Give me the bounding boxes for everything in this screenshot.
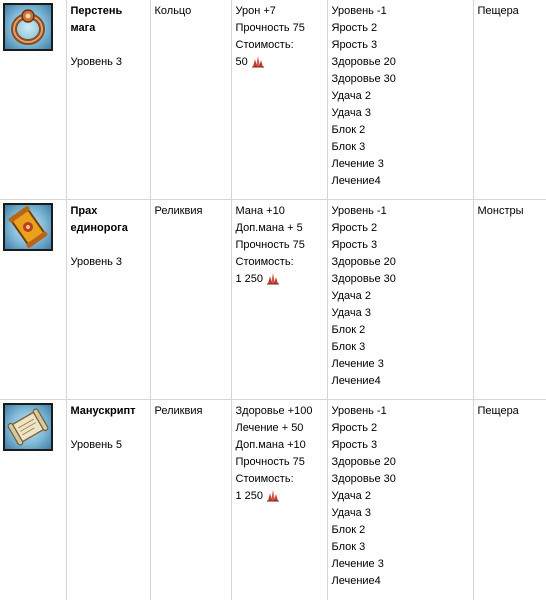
stat-line: Лечение + 50 [236,420,323,437]
item-level: Уровень 3 [71,54,146,71]
type-cell [150,200,231,400]
stat-line: Прочность 75 [236,454,323,471]
relic-icon [3,203,53,251]
effect-line: Блок 2 [332,122,469,139]
effect-line: Лечение 3 [332,156,469,173]
effects-cell [327,0,473,200]
effect-line: Блок 2 [332,322,469,339]
item-name: Прах [71,203,146,220]
item-level: Уровень 5 [71,437,146,454]
effect-line: Ярость 2 [332,420,469,437]
item-type: Кольцо [155,3,227,20]
type-cell [150,400,231,600]
effect-line: Блок 3 [332,539,469,556]
item-name: мага [71,20,146,37]
effect-line: Лечение 3 [332,556,469,573]
stat-line: Здоровье +100 [236,403,323,420]
stat-line: Урон +7 [236,3,323,20]
crystal-currency-icon [251,55,265,68]
source-cell [473,0,546,200]
effect-line: Блок 3 [332,139,469,156]
stat-line: Прочность 75 [236,20,323,37]
stat-line: Стоимость: [236,254,323,271]
name-cell [66,400,150,600]
cost-value: 1 250 [236,490,264,502]
crystal-currency-icon [266,272,280,285]
item-name: Перстень [71,3,146,20]
cost-line [236,488,323,505]
icon-cell [0,200,66,400]
effect-line: Ярость 3 [332,37,469,54]
effects-cell [327,400,473,600]
effect-line: Здоровье 20 [332,254,469,271]
effect-line: Ярость 3 [332,237,469,254]
stats-cell [231,400,327,600]
effects-cell [327,200,473,400]
stat-line: Доп.мана + 5 [236,220,323,237]
cost-line [236,54,323,71]
effect-line: Лечение4 [332,173,469,190]
effect-line: Здоровье 20 [332,54,469,71]
effect-line: Уровень -1 [332,3,469,20]
icon-cell [0,0,66,200]
effect-line: Лечение4 [332,373,469,390]
item-row [0,200,546,400]
effect-line: Удача 2 [332,288,469,305]
stat-line: Прочность 75 [236,237,323,254]
cost-value: 50 [236,56,248,68]
effect-line: Ярость 2 [332,220,469,237]
effect-line: Ярость 2 [332,20,469,37]
item-level: Уровень 3 [71,254,146,271]
stat-line: Стоимость: [236,37,323,54]
item-name: Манускрипт [71,403,146,420]
ring-icon [3,3,53,51]
stat-line: Мана +10 [236,203,323,220]
effect-line: Здоровье 30 [332,71,469,88]
effect-line: Ярость 3 [332,437,469,454]
cost-line [236,271,323,288]
name-cell [66,200,150,400]
item-type: Реликвия [155,203,227,220]
item-row [0,0,546,200]
stat-line: Доп.мана +10 [236,437,323,454]
item-name: единорога [71,220,146,237]
source-cell [473,400,546,600]
item-type: Реликвия [155,403,227,420]
effect-line: Удача 3 [332,305,469,322]
scroll-icon [3,403,53,451]
effect-line: Удача 3 [332,105,469,122]
effect-line: Удача 2 [332,88,469,105]
stat-line: Стоимость: [236,471,323,488]
name-cell [66,0,150,200]
effect-line: Удача 2 [332,488,469,505]
effect-line: Здоровье 20 [332,454,469,471]
effect-line: Уровень -1 [332,203,469,220]
type-cell [150,0,231,200]
item-source: Монстры [478,203,543,220]
effect-line: Удача 3 [332,505,469,522]
stats-cell [231,0,327,200]
crystal-currency-icon [266,489,280,502]
effect-line: Лечение4 [332,573,469,590]
cost-value: 1 250 [236,273,264,285]
source-cell [473,200,546,400]
icon-cell [0,400,66,600]
effect-line: Здоровье 30 [332,271,469,288]
effect-line: Здоровье 30 [332,471,469,488]
effect-line: Лечение 3 [332,356,469,373]
effect-line: Уровень -1 [332,403,469,420]
stats-cell [231,200,327,400]
item-source: Пещера [478,403,543,420]
item-source: Пещера [478,3,543,20]
item-row [0,400,546,600]
effect-line: Блок 3 [332,339,469,356]
effect-line: Блок 2 [332,522,469,539]
